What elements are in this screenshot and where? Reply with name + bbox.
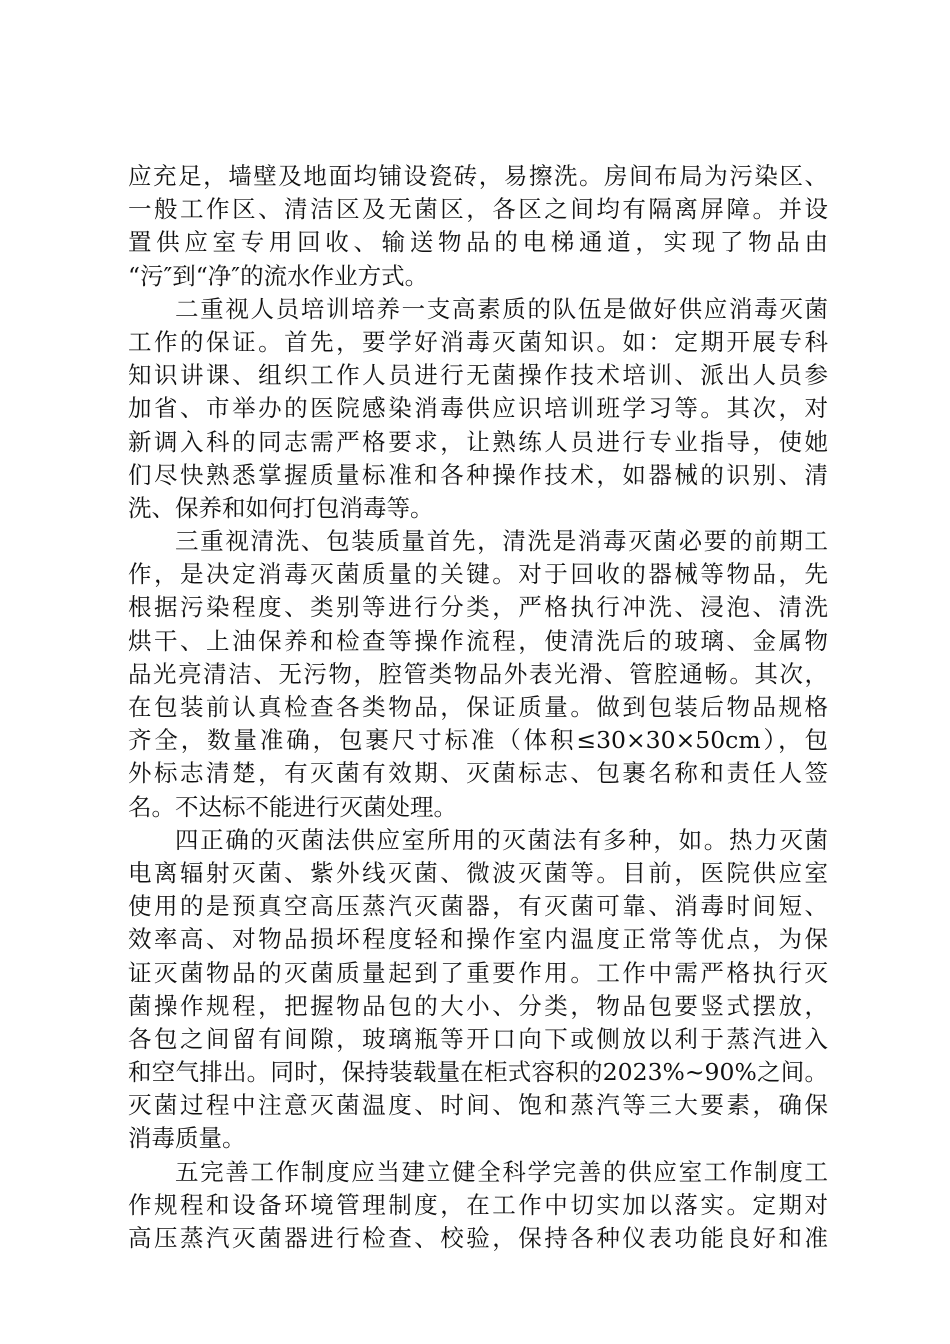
text-line: 消毒质量。	[128, 1124, 246, 1153]
paragraph-first-line: 五完善工作制度应当建立健全科学完善的供应室工作制度工	[175, 1157, 828, 1186]
text-line: 工作的保证。首先，要学好消毒灭菌知识。如：定期开展专科	[128, 327, 828, 356]
text-line: 一般工作区、清洁区及无菌区，各区之间均有隔离屏障。并设	[128, 195, 828, 224]
paragraph-first-line: 三重视清洗、包装质量首先，清洗是消毒灭菌必要的前期工	[175, 527, 828, 556]
text-line: 和空气排出。同时，保持装载量在柜式容积的2023%~90%之间。	[128, 1058, 828, 1087]
text-line: 电离辐射灭菌、紫外线灭菌、微波灭菌等。目前，医院供应室	[128, 858, 828, 887]
text-line: 名。不达标不能进行灭菌处理。	[128, 792, 457, 821]
text-line: 高压蒸汽灭菌器进行检查、校验，保持各种仪表功能良好和准	[128, 1224, 828, 1252]
text-line: 知识讲课、组织工作人员进行无菌操作技术培训、派出人员参	[128, 361, 828, 390]
text-line: 作规程和设备环境管理制度，在工作中切实加以落实。定期对	[128, 1190, 828, 1219]
text-line: “污″到“净″的流水作业方式。	[128, 261, 429, 290]
document-body	[128, 160, 828, 1255]
text-line: 证灭菌物品的灭菌质量起到了重要作用。工作中需严格执行灭	[128, 958, 828, 987]
text-line: 应充足，墙壁及地面均铺设瓷砖，易擦洗。房间布局为污染区、	[128, 162, 828, 190]
text-line: 洗、保养和如何打包消毒等。	[128, 493, 434, 522]
paragraph-first-line: 四正确的灭菌法供应室所用的灭菌法有多种，如。热力灭菌	[175, 825, 828, 854]
text-line: 在包装前认真检查各类物品，保证质量。做到包装后物品规格	[128, 693, 828, 721]
text-line: 加省、市举办的医院感染消毒供应识培训班学习等。其次，对	[128, 394, 828, 423]
text-line: 菌操作规程，把握物品包的大小、分类，物品包要竖式摆放，	[128, 991, 828, 1020]
text-line: 置供应室专用回收、输送物品的电梯通道，实现了物品由	[128, 228, 828, 257]
text-line: 外标志清楚，有灭菌有效期、灭菌标志、包裹名称和责任人签	[128, 759, 828, 788]
text-line: 灭菌过程中注意灭菌温度、时间、饱和蒸汽等三大要素，确保	[128, 1091, 828, 1120]
text-line: 各包之间留有间隙，玻璃瓶等开口向下或侧放以利于蒸汽进入	[128, 1024, 828, 1053]
text-line: 新调入科的同志需严格要求，让熟练人员进行专业指导，使她	[128, 427, 828, 456]
text-line: 齐全，数量准确，包裹尺寸标准（体积≤30×30×50cm），包	[128, 726, 828, 755]
text-line: 们尽快熟悉掌握质量标准和各种操作技术，如器械的识别、清	[128, 460, 828, 489]
text-line: 烘干、上油保养和检查等操作流程，使清洗后的玻璃、金属物	[128, 626, 828, 655]
text-line: 根据污染程度、类别等进行分类，严格执行冲洗、浸泡、清洗	[128, 593, 828, 622]
paragraph-first-line: 二重视人员培训培养一支高素质的队伍是做好供应消毒灭菌	[175, 294, 828, 323]
text-line: 作，是决定消毒灭菌质量的关键。对于回收的器械等物品，先	[128, 560, 828, 589]
text-line: 效率高、对物品损坏程度轻和操作室内温度正常等优点，为保	[128, 925, 828, 954]
text-line: 品光亮清洁、无污物，腔管类物品外表光滑、管腔通畅。其次，	[128, 659, 828, 688]
text-line: 使用的是预真空高压蒸汽灭菌器，有灭菌可靠、消毒时间短、	[128, 892, 828, 921]
